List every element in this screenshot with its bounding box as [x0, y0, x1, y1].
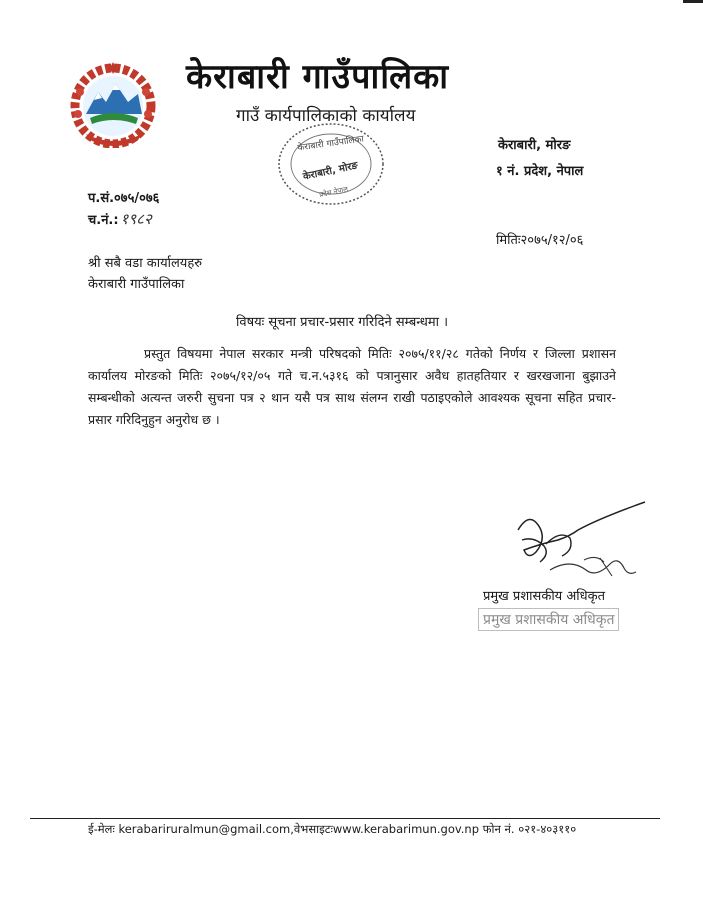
stamp-text-top: केराबारी गाउँपालिका — [296, 134, 365, 154]
handwritten-signature — [500, 500, 650, 590]
nepal-emblem-logo — [66, 62, 160, 148]
stamp-text-bottom: प्रदेश नेपाल — [318, 185, 349, 199]
footer-contact: ई-मेलः kerabariruralmun@gmail.com,वेभसाइटःwww.kerabarimun.gov.np फोन नं. ०२१-४०३११० — [88, 822, 577, 836]
office-title: केराबारी गाउँपालिका — [186, 57, 450, 97]
footer-divider — [30, 818, 660, 819]
chalani-label: च.नं.: — [88, 213, 119, 228]
scan-edge-mark — [683, 0, 703, 3]
signatory-title: प्रमुख प्रशासकीय अधिकृत — [483, 589, 606, 604]
address-line-1: केराबारी, मोरङ — [498, 138, 571, 153]
signatory-rubber-stamp: प्रमुख प्रशासकीय अधिकृत — [478, 608, 619, 631]
recipient-line-1: श्री सबै वडा कार्यालयहरु — [88, 256, 203, 271]
letter-body: प्रस्तुत विषयमा नेपाल सरकार मन्त्री परिषदको मितिः २०७५/११/२८ गतेको निर्णय र जिल्ला प्रशासन कार्यालय मोरङको मितिः २०७५/१२/०५ गते च.न.५३१६ को पत्रानुसार अवैध हातहतियार र खरखजाना बुझाउने सम्बन्धीको अत्यन्त जरुरी सुचना पत्र २ थान यसै पत्र साथ संलग्न राखी पठाइएकोले आवश्यक सूचना सहित प्रचार-प्रसार गरिदिनुहुन अनुरोध छ । — [88, 346, 616, 427]
letter-date: मितिः२०७५/१२/०६ — [496, 233, 584, 248]
chalani-number-line — [88, 209, 152, 229]
recipient-line-2: केराबारी गाउँपालिका — [88, 277, 185, 292]
stamp-text-mid: केराबारी, मोरङ — [302, 160, 359, 183]
letter-subject: विषयः सूचना प्रचार-प्रसार गरिदिने सम्बन्धमा । — [236, 315, 449, 330]
patra-sankhya: प.सं.०७५/०७६ — [88, 191, 160, 206]
address-line-2: १ नं. प्रदेश, नेपाल — [496, 164, 584, 179]
office-seal-stamp — [272, 118, 390, 210]
office-subtitle: गाउँ कार्यपालिकाको कार्यालय — [236, 106, 416, 126]
chalani-number: १९८२ — [120, 210, 152, 228]
